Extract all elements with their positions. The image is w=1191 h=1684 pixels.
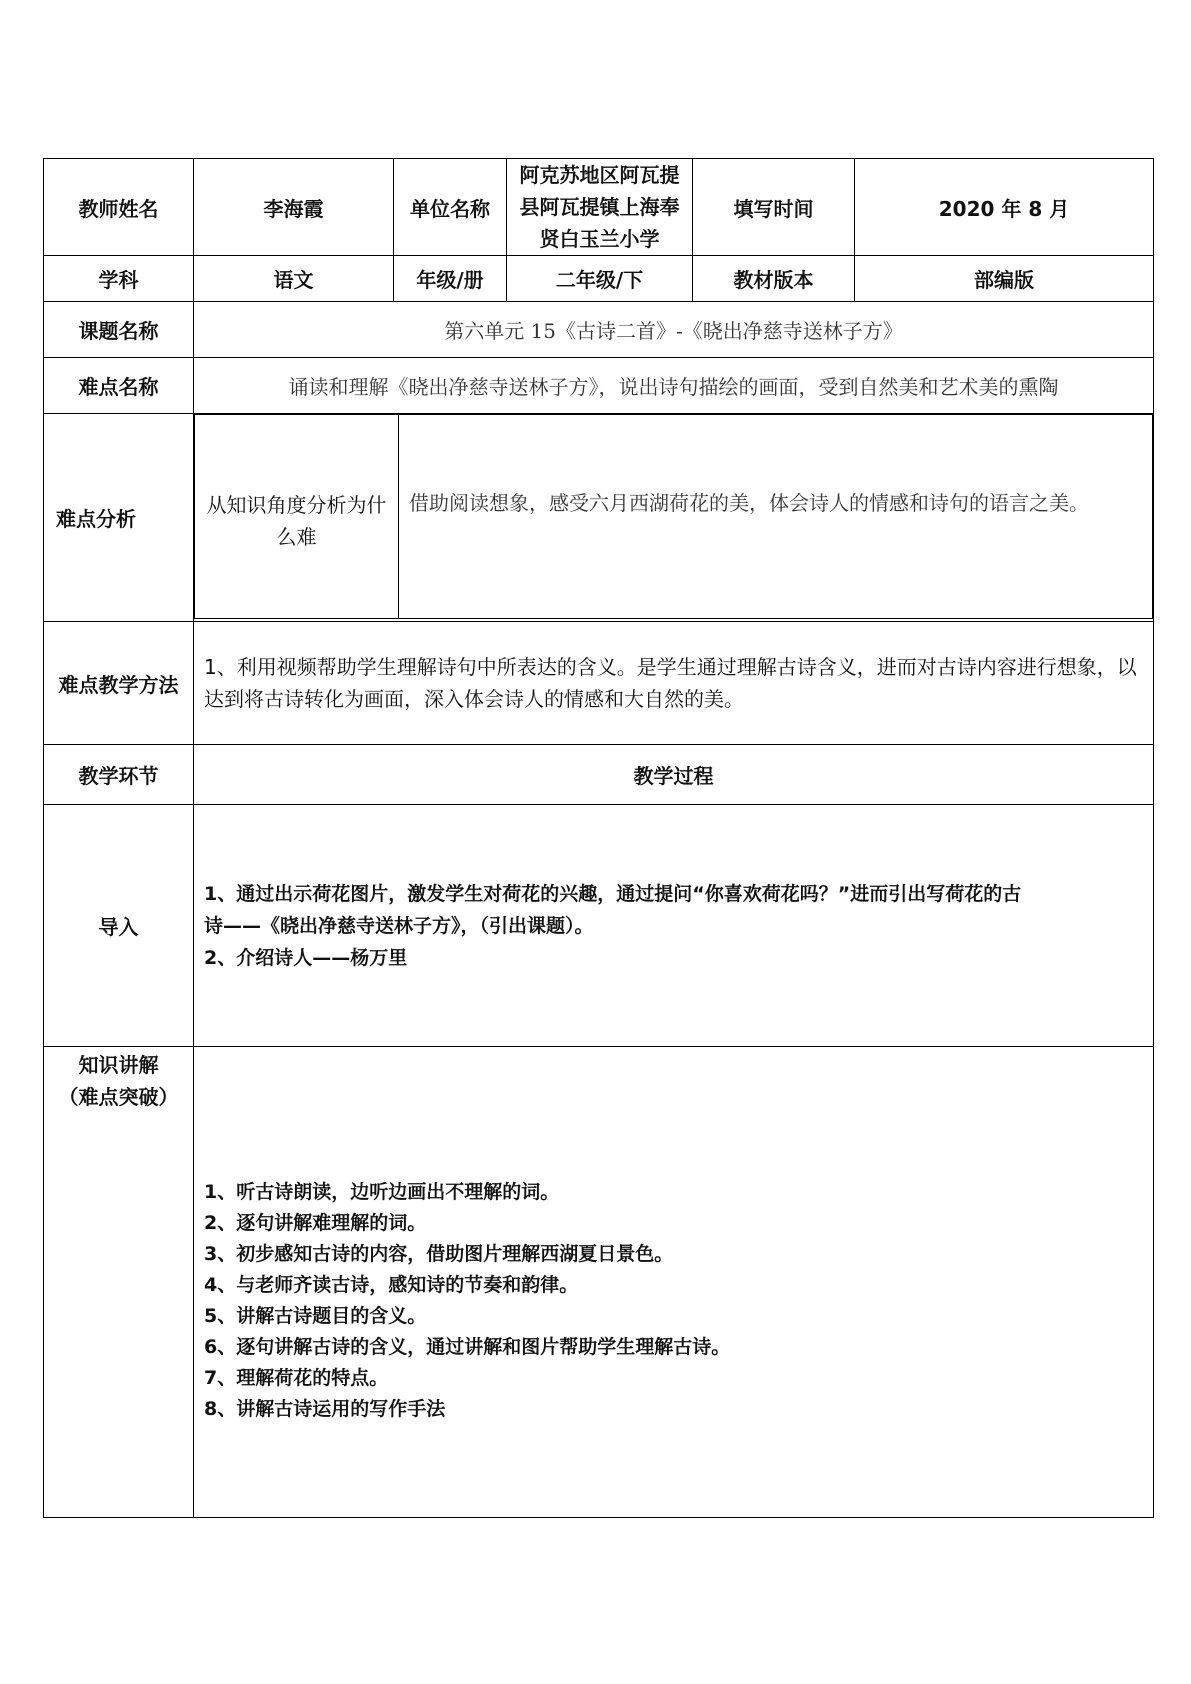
knowledge-item: 2、逐句讲解难理解的词。: [204, 1212, 427, 1234]
process-step-label: 教学环节: [44, 745, 194, 805]
knowledge-item: 5、讲解古诗题目的含义。: [204, 1305, 427, 1327]
subject-value: 语文: [194, 256, 394, 302]
analysis-value: 借助阅读想象，感受六月西湖荷花的美，体会诗人的情感和诗句的语言之美。: [399, 415, 1153, 619]
row-teacher-info: [44, 159, 1154, 256]
knowledge-content: [194, 1047, 1154, 1518]
analysis-cell: [194, 414, 1154, 622]
knowledge-label-line: 知识讲解: [78, 1053, 159, 1077]
topic-value: 第六单元 15《古诗二首》-《晓出净慈寺送林子方》: [194, 302, 1154, 358]
process-label: 教学过程: [194, 745, 1154, 805]
method-label: 难点教学方法: [44, 622, 194, 745]
intro-line: 2、介绍诗人——杨万里: [204, 946, 408, 969]
row-difficulty: [44, 358, 1154, 414]
knowledge-item: 3、初步感知古诗的内容，借助图片理解西湖夏日景色。: [204, 1243, 674, 1265]
knowledge-label-line: （难点突破）: [58, 1085, 179, 1109]
row-subject-info: [44, 256, 1154, 302]
intro-content: [194, 805, 1154, 1047]
method-value: 1、利用视频帮助学生理解诗句中所表达的含义。是学生通过理解古诗含义，进而对古诗内容进行想象，以达到将古诗转化为画面，深入体会诗人的情感和大自然的美。: [194, 622, 1154, 745]
edition-label: 教材版本: [693, 256, 855, 302]
difficulty-label: 难点名称: [44, 358, 194, 414]
row-topic: [44, 302, 1154, 358]
analysis-sub-label: 从知识角度分析为什么难: [195, 415, 399, 619]
knowledge-item: 1、听古诗朗读，边听边画出不理解的词。: [204, 1181, 560, 1203]
lesson-plan-form: [43, 158, 1153, 1518]
topic-label: 课题名称: [44, 302, 194, 358]
intro-line: 诗——《晓出净慈寺送林子方》，（引出课题）。: [204, 914, 594, 937]
knowledge-item: 6、逐句讲解古诗的含义，通过讲解和图片帮助学生理解古诗。: [204, 1336, 731, 1358]
unit-name-line: 县阿瓦提镇上海奉: [519, 195, 680, 219]
fill-date-label: 填写时间: [693, 159, 855, 256]
unit-name-label: 单位名称: [394, 159, 507, 256]
row-intro: [44, 805, 1154, 1047]
teacher-name-value: 李海霞: [194, 159, 394, 256]
row-method: [44, 622, 1154, 745]
row-analysis: [44, 414, 1154, 622]
analysis-label: 难点分析: [44, 414, 194, 622]
subject-label: 学科: [44, 256, 194, 302]
knowledge-item: 8、讲解古诗运用的写作手法: [204, 1398, 446, 1420]
intro-label: 导入: [44, 805, 194, 1047]
grade-label: 年级/册: [394, 256, 507, 302]
row-process-header: [44, 745, 1154, 805]
intro-line: 1、通过出示荷花图片，激发学生对荷花的兴趣，通过提问“你喜欢荷花吗？”进而引出写荷花的古: [204, 882, 1022, 905]
unit-name-line: 阿克苏地区阿瓦提: [519, 163, 680, 187]
unit-name-line: 贤白玉兰小学: [539, 227, 660, 251]
difficulty-value: 诵读和理解《晓出净慈寺送林子方》，说出诗句描绘的画面，受到自然美和艺术美的熏陶: [194, 358, 1154, 414]
knowledge-item: 4、与老师齐读古诗，感知诗的节奏和韵律。: [204, 1274, 579, 1296]
teacher-name-label: 教师姓名: [44, 159, 194, 256]
knowledge-item: 7、理解荷花的特点。: [204, 1367, 389, 1389]
row-knowledge: [44, 1047, 1154, 1518]
lesson-plan-table: [43, 158, 1154, 1518]
unit-name-value: [507, 159, 693, 256]
edition-value: 部编版: [855, 256, 1154, 302]
fill-date-value: 2020 年 8 月: [855, 159, 1154, 256]
analysis-inner-table: [194, 414, 1153, 619]
knowledge-label: [44, 1047, 194, 1518]
grade-value: 二年级/下: [507, 256, 693, 302]
